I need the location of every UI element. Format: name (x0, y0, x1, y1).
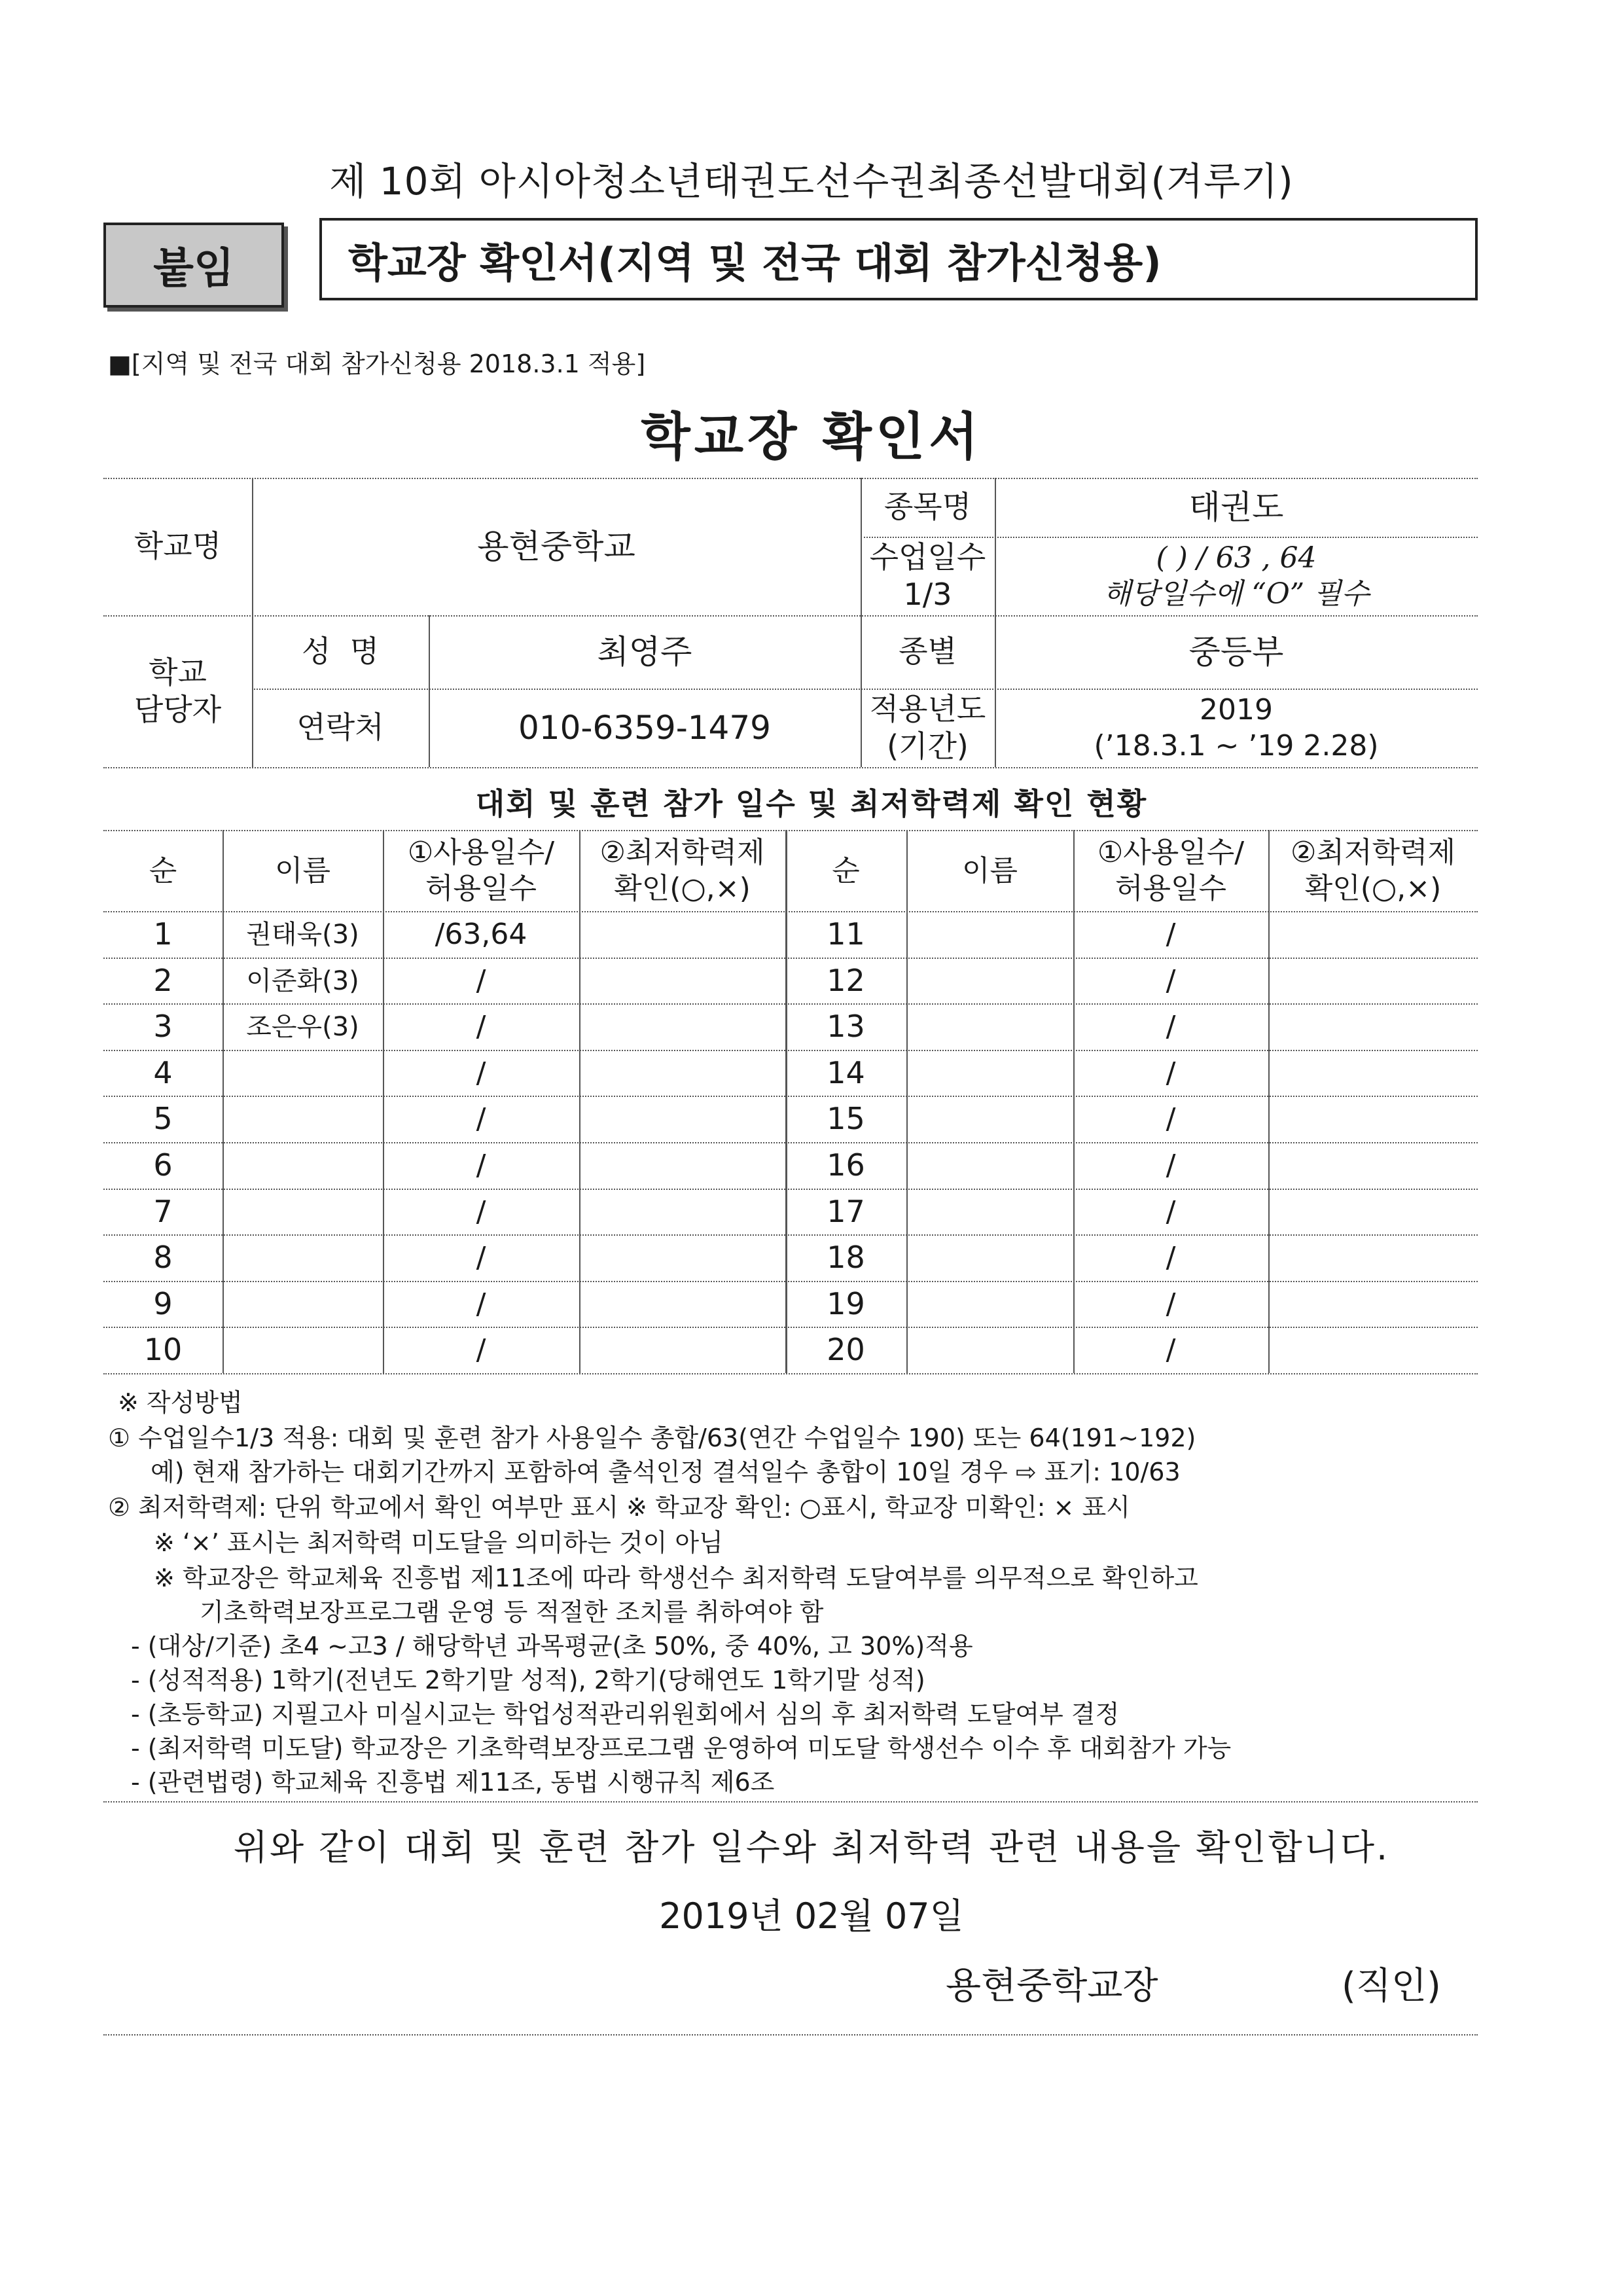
student-name (906, 1096, 1073, 1142)
min-academic-check (579, 1142, 785, 1189)
method-line: - (대상/기준) 초4 ~고3 / 해당학년 과목평균(초 50%, 중 40%, 고 30%)적용 (131, 1632, 973, 1660)
used-days: / (1166, 1056, 1176, 1090)
row-number: 12 (827, 962, 865, 998)
row-number: 4 (153, 1054, 173, 1090)
student-name (223, 1050, 383, 1096)
school-name-value: 용현중학교 (477, 527, 635, 565)
method-line: - (초등학교) 지필고사 미실시교는 학업성적관리위원회에서 심의 후 최저학력 도달여부 결정 (131, 1700, 1120, 1729)
row-number: 17 (827, 1193, 865, 1229)
row-number: 10 (143, 1331, 183, 1367)
header-no-left: 순 (149, 853, 177, 888)
used-days: / (1166, 1287, 1176, 1321)
year-label-line2: (기간) (887, 728, 969, 764)
class-days-label-line2: 1/3 (903, 577, 952, 612)
used-days: / (1166, 1010, 1176, 1043)
header-name-left: 이름 (274, 853, 330, 888)
confirmation-statement: 위와 같이 대회 및 훈련 참가 일수와 최저학력 관련 내용을 확인합니다. (233, 1827, 1390, 1868)
student-name (906, 1050, 1073, 1096)
student-name: 이준화(3) (246, 965, 359, 996)
used-days: / (476, 1241, 486, 1274)
student-name (223, 1281, 383, 1327)
name-label: 성 명 (301, 634, 380, 670)
min-academic-check (579, 1050, 785, 1096)
used-days: / (476, 1287, 486, 1321)
method-line: ※ 학교장은 학교체육 진흥법 제11조에 따라 학생선수 최저학력 도달여부를 의무적으로 확인하고 (154, 1564, 1198, 1592)
used-days: / (1166, 1241, 1176, 1274)
min-academic-check (579, 1327, 785, 1373)
method-line: ※ ‘×’ 표시는 최저학력 미도달을 의미하는 것이 아님 (154, 1528, 723, 1557)
event-title: 제 10회 아시아청소년태권도선수권최종선발대회(겨루기) (329, 159, 1294, 204)
min-academic-check (1268, 958, 1478, 1004)
student-name (906, 911, 1073, 958)
min-academic-check (1268, 911, 1478, 958)
method-line: - (최저학력 미도달) 학교장은 기초학력보장프로그램 운영하여 미도달 학생선수 이수 후 대회참가 가능 (131, 1734, 1232, 1763)
student-name (906, 1281, 1073, 1327)
min-academic-check (579, 1281, 785, 1327)
student-name (906, 1327, 1073, 1373)
year-label-line1: 적용년도 (869, 691, 986, 726)
certificate-heading: 학교장 확인서(지역 및 전국 대회 참가신청용) (319, 218, 1478, 300)
header-min-right (1268, 830, 1478, 911)
header-days-line2: 허용일수 (1115, 872, 1226, 905)
row-number: 16 (827, 1147, 865, 1183)
row-number: 1 (153, 916, 173, 952)
contact-person-label-line2: 담당자 (134, 692, 222, 727)
student-name (906, 1003, 1073, 1050)
contact-person-label (103, 615, 252, 767)
row-number: 13 (827, 1008, 865, 1044)
header-days-line1: ①사용일수/ (407, 836, 555, 869)
category-value: 중등부 (1188, 632, 1284, 671)
student-name: 권태욱(3) (246, 919, 359, 950)
category-label: 종별 (899, 634, 957, 670)
official-seal-label: (직인) (1342, 1965, 1441, 2007)
min-academic-check (1268, 1050, 1478, 1096)
application-note: ■[지역 및 전국 대회 참가신청용 2018.3.1 적용] (108, 350, 646, 378)
row-number: 7 (153, 1193, 173, 1229)
min-academic-check (1268, 1096, 1478, 1142)
header-min-left (579, 830, 785, 911)
header-days-left (383, 830, 579, 911)
row-number: 3 (153, 1008, 173, 1044)
used-days: / (476, 1195, 486, 1229)
header-no-right: 순 (832, 853, 860, 888)
min-academic-check (579, 1189, 785, 1235)
row-number: 2 (153, 962, 173, 998)
method-line: - (관련법령) 학교체육 진흥법 제11조, 동법 시행규칙 제6조 (131, 1768, 775, 1797)
min-academic-check (1268, 1189, 1478, 1235)
class-days-note: 해당일수에 “O” 필수 (1103, 577, 1370, 611)
used-days: / (476, 1333, 486, 1367)
contact-person-label-line1: 학교 (149, 654, 207, 690)
min-academic-check (579, 911, 785, 958)
sport-value: 태권도 (1188, 488, 1284, 526)
phone-value: 010-6359-1479 (518, 708, 771, 747)
method-line: 예) 현재 참가하는 대회기간까지 포함하여 출석인정 결석일수 총합이 10일 경우 ⇨ 표기: 10/63 (151, 1458, 1181, 1486)
class-days-label (861, 537, 995, 615)
header-days-line1: ①사용일수/ (1097, 836, 1245, 869)
student-name (906, 1234, 1073, 1281)
method-line: 기초학력보장프로그램 운영 등 적절한 조치를 취하여야 함 (200, 1598, 824, 1626)
min-academic-check (1268, 1142, 1478, 1189)
used-days: / (1166, 1149, 1176, 1182)
used-days: / (1166, 918, 1176, 951)
used-days: / (476, 1010, 486, 1043)
min-academic-check (1268, 1234, 1478, 1281)
year-value (995, 689, 1478, 767)
school-name-label: 학교명 (134, 528, 222, 564)
method-line: ① 수업일수1/3 적용: 대회 및 훈련 참가 사용일수 총합/63(연간 수업일수 190) 또는 64(191~192) (108, 1424, 1196, 1452)
used-days: / (476, 1056, 486, 1090)
row-number: 5 (153, 1100, 173, 1136)
student-name (223, 1327, 383, 1373)
attachment-label: 붙임 (103, 223, 284, 308)
row-number: 6 (153, 1147, 173, 1183)
min-academic-check (1268, 1003, 1478, 1050)
document-title: 학교장 확인서 (641, 408, 982, 467)
header-min-line2: 확인(○,×) (1304, 872, 1442, 905)
row-number: 19 (827, 1285, 865, 1321)
phone-label: 연락처 (296, 709, 384, 745)
name-value: 최영주 (597, 632, 692, 671)
method-line: - (성적적용) 1학기(전년도 2학기말 성적), 2학기(당해연도 1학기말 성적) (131, 1666, 925, 1695)
student-name: 조은우(3) (246, 1011, 359, 1042)
row-number: 18 (827, 1239, 865, 1275)
issue-date: 2019년 02월 07일 (659, 1895, 964, 1937)
class-days-ratio: ( ) / 63 , 64 (1156, 541, 1317, 575)
method-line: ② 최저학력제: 단위 학교에서 확인 여부만 표시 ※ 학교장 확인: ○표시, 학교장 미확인: × 표시 (108, 1493, 1130, 1522)
student-name (223, 1096, 383, 1142)
min-academic-check (579, 1234, 785, 1281)
header-days-line2: 허용일수 (425, 872, 537, 905)
divider (103, 2034, 1478, 2036)
used-days: / (1166, 964, 1176, 997)
used-days: / (1166, 1195, 1176, 1229)
divider (103, 1801, 1478, 1803)
row-number: 15 (827, 1100, 865, 1136)
row-number: 8 (153, 1239, 173, 1275)
min-academic-check (1268, 1281, 1478, 1327)
method-heading: ※ 작성방법 (118, 1388, 243, 1417)
header-name-right: 이름 (961, 853, 1018, 888)
min-academic-check (579, 958, 785, 1004)
header-min-line1: ②최저학력제 (1291, 836, 1455, 869)
student-name (906, 958, 1073, 1004)
used-days: / (476, 1149, 486, 1182)
row-number: 14 (827, 1054, 865, 1090)
min-academic-check (579, 1096, 785, 1142)
student-name (906, 1189, 1073, 1235)
used-days: / (476, 964, 486, 997)
year-number: 2019 (1200, 693, 1273, 726)
student-name (223, 1234, 383, 1281)
used-days: / (1166, 1102, 1176, 1136)
status-title: 대회 및 훈련 참가 일수 및 최저학력제 확인 현황 (475, 786, 1148, 821)
student-name (223, 1142, 383, 1189)
sport-label: 종목명 (883, 489, 972, 525)
used-days: /63,64 (435, 918, 527, 951)
header-min-line1: ②최저학력제 (599, 836, 765, 869)
header-min-line2: 확인(○,×) (614, 872, 751, 905)
header-days-right (1073, 830, 1268, 911)
row-number: 11 (827, 916, 865, 952)
student-name (223, 1189, 383, 1235)
class-days-value (995, 537, 1478, 615)
min-academic-check (1268, 1327, 1478, 1373)
principal-title: 용현중학교장 (946, 1965, 1158, 2007)
year-period: (’18.3.1 ~ ’19 2.28) (1094, 729, 1379, 762)
row-number: 20 (827, 1331, 865, 1367)
used-days: / (1166, 1333, 1176, 1367)
year-label (861, 689, 995, 767)
class-days-label-line1: 수업일수 (869, 539, 986, 575)
row-number: 9 (153, 1285, 173, 1321)
student-name (906, 1142, 1073, 1189)
min-academic-check (579, 1003, 785, 1050)
used-days: / (476, 1102, 486, 1136)
